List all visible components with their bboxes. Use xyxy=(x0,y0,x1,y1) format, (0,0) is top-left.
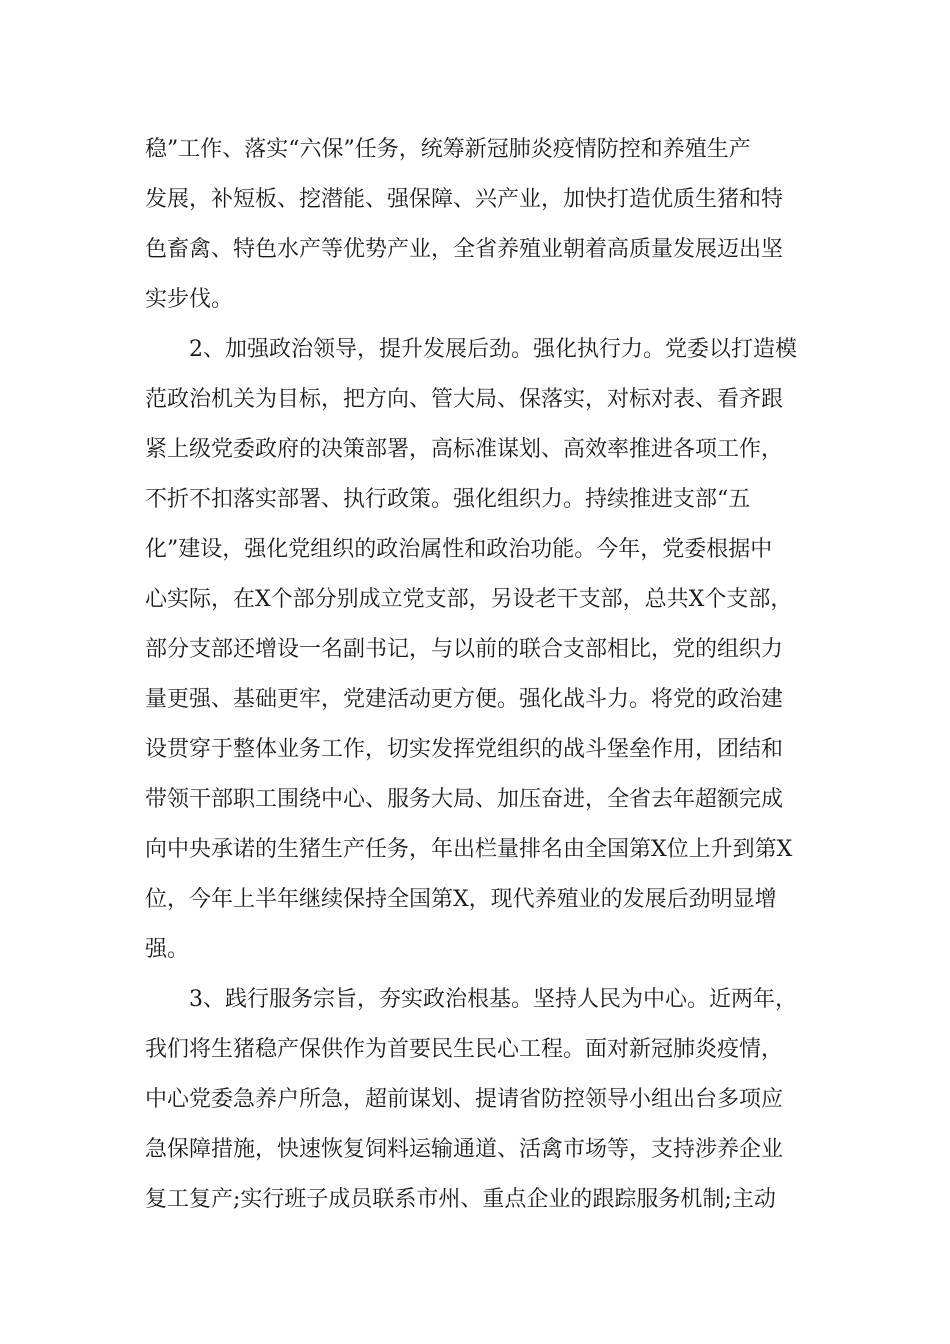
text-line: 发展，补短板、挖潜能、强保障、兴产业，加快打造优质生猪和特 xyxy=(145,187,784,212)
document-body xyxy=(145,125,815,1225)
text-line: 2、加强政治领导，提升发展后劲。强化执行力。党委以打造模 xyxy=(189,337,797,362)
text-line: 量更强、基础更牢，党建活动更方便。强化战斗力。将党的政治建 xyxy=(145,687,784,712)
text-line: 化”建设，强化党组织的政治属性和政治功能。今年，党委根据中 xyxy=(145,537,773,562)
paragraph-1 xyxy=(145,125,815,325)
text-line: 带领干部职工围绕中心、服务大局、加压奋进，全省去年超额完成 xyxy=(145,787,784,812)
text-line: 部分支部还增设一名副书记，与以前的联合支部相比，党的组织力 xyxy=(145,637,784,662)
text-line: 中心党委急养户所急，超前谋划、提请省防控领导小组出台多项应 xyxy=(145,1087,784,1112)
text-line: 我们将生猪稳产保供作为首要民生民心工程。面对新冠肺炎疫情， xyxy=(145,1037,784,1062)
text-line: 设贯穿于整体业务工作，切实发挥党组织的战斗堡垒作用，团结和 xyxy=(145,737,784,762)
text-line: 3、践行服务宗旨，夯实政治根基。坚持人民为中心。近两年， xyxy=(189,987,797,1012)
text-line: 不折不扣落实部署、执行政策。强化组织力。持续推进支部“五 xyxy=(145,487,751,512)
paragraph-2 xyxy=(145,325,815,975)
text-line: 稳”工作、落实“六保”任务，统筹新冠肺炎疫情防控和养殖生产 xyxy=(145,137,751,162)
text-line: 范政治机关为目标，把方向、管大局、保落实，对标对表、看齐跟 xyxy=(145,387,784,412)
text-line: 紧上级党委政府的决策部署，高标准谋划、高效率推进各项工作， xyxy=(145,437,784,462)
text-line: 急保障措施，快速恢复饲料运输通道、活禽市场等，支持涉养企业 xyxy=(145,1137,784,1162)
text-line: 心实际，在X个部分别成立党支部，另设老干支部，总共X个支部， xyxy=(145,587,793,612)
text-line: 强。 xyxy=(145,937,190,962)
text-line: 位，今年上半年继续保持全国第X，现代养殖业的发展后劲明显增 xyxy=(145,887,777,912)
text-line: 向中央承诺的生猪生产任务，年出栏量排名由全国第X位上升到第X xyxy=(145,837,793,862)
text-line: 色畜禽、特色水产等优势产业，全省养殖业朝着高质量发展迈出坚 xyxy=(145,237,784,262)
paragraph-3 xyxy=(145,975,815,1225)
text-line: 实步伐。 xyxy=(145,287,234,312)
text-line: 复工复产;实行班子成员联系市州、重点企业的跟踪服务机制;主动 xyxy=(145,1187,776,1212)
